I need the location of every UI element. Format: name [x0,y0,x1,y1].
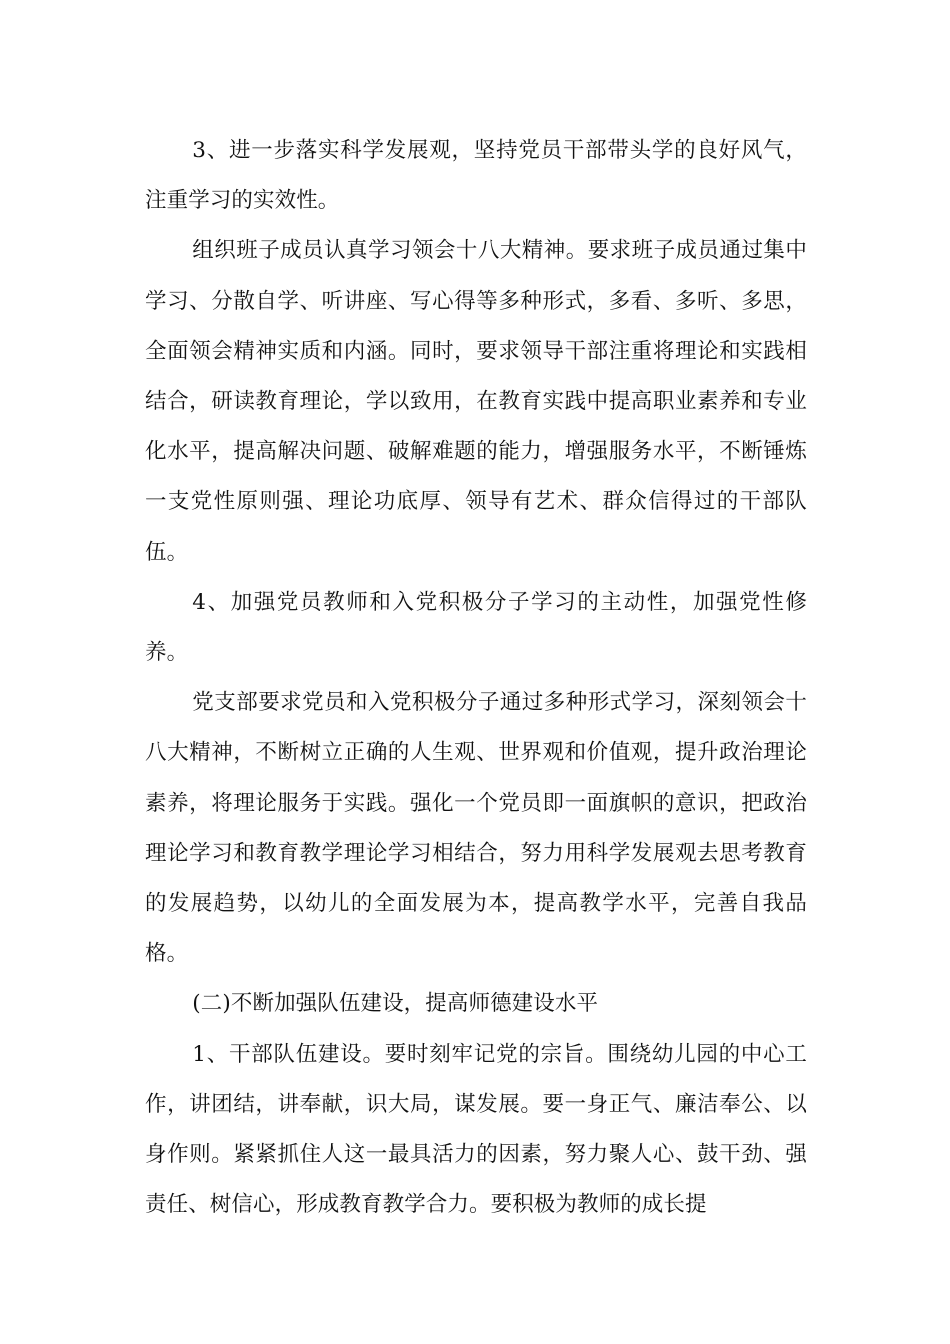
paragraph-cadre-team-building: 1、干部队伍建设。要时刻牢记党的宗旨。围绕幼儿园的中心工作，讲团结，讲奉献，识大局，谋发展。要一身正气、廉洁奉公、以身作则。紧紧抓住人这一最具活力的因素，努力聚人心、鼓干劲、强责任、树信心，形成教育教学合力。要积极为教师的成长提 [145,1041,807,1218]
paragraph-leadership-study: 组织班子成员认真学习领会十八大精神。要求班子成员通过集中学习、分散自学、听讲座、写心得等多种形式，多看、多听、多思，全面领会精神实质和内涵。同时，要求领导干部注重将理论和实践相结合，研读教育理论，学以致用，在教育实践中提高职业素养和专业化水平，提高解决问题、破解难题的能力，增强服务水平，不断锤炼一支党性原则强、理论功底厚、领导有艺术、群众信得过的干部队伍。 [145,238,807,565]
paragraph-item-3-heading: 3、进一步落实科学发展观，坚持党员干部带头学的良好风气，注重学习的实效性。 [145,138,807,214]
paragraph-item-4-heading: 4、加强党员教师和入党积极分子学习的主动性，加强党性修养。 [145,589,807,666]
document-body [145,126,807,1230]
section-heading-team-building: (二)不断加强队伍建设，提高师德建设水平 [192,991,599,1017]
paragraph-party-branch-study: 党支部要求党员和入党积极分子通过多种形式学习，深刻领会十八大精神，不断树立正确的人生观、世界观和价值观，提升政治理论素养，将理论服务于实践。强化一个党员即一面旗帜的意识，把政治理论学习和教育教学理论学习相结合，努力用科学发展观去思考教育的发展趋势，以幼儿的全面发展为本，提高教学水平，完善自我品格。 [145,690,807,967]
